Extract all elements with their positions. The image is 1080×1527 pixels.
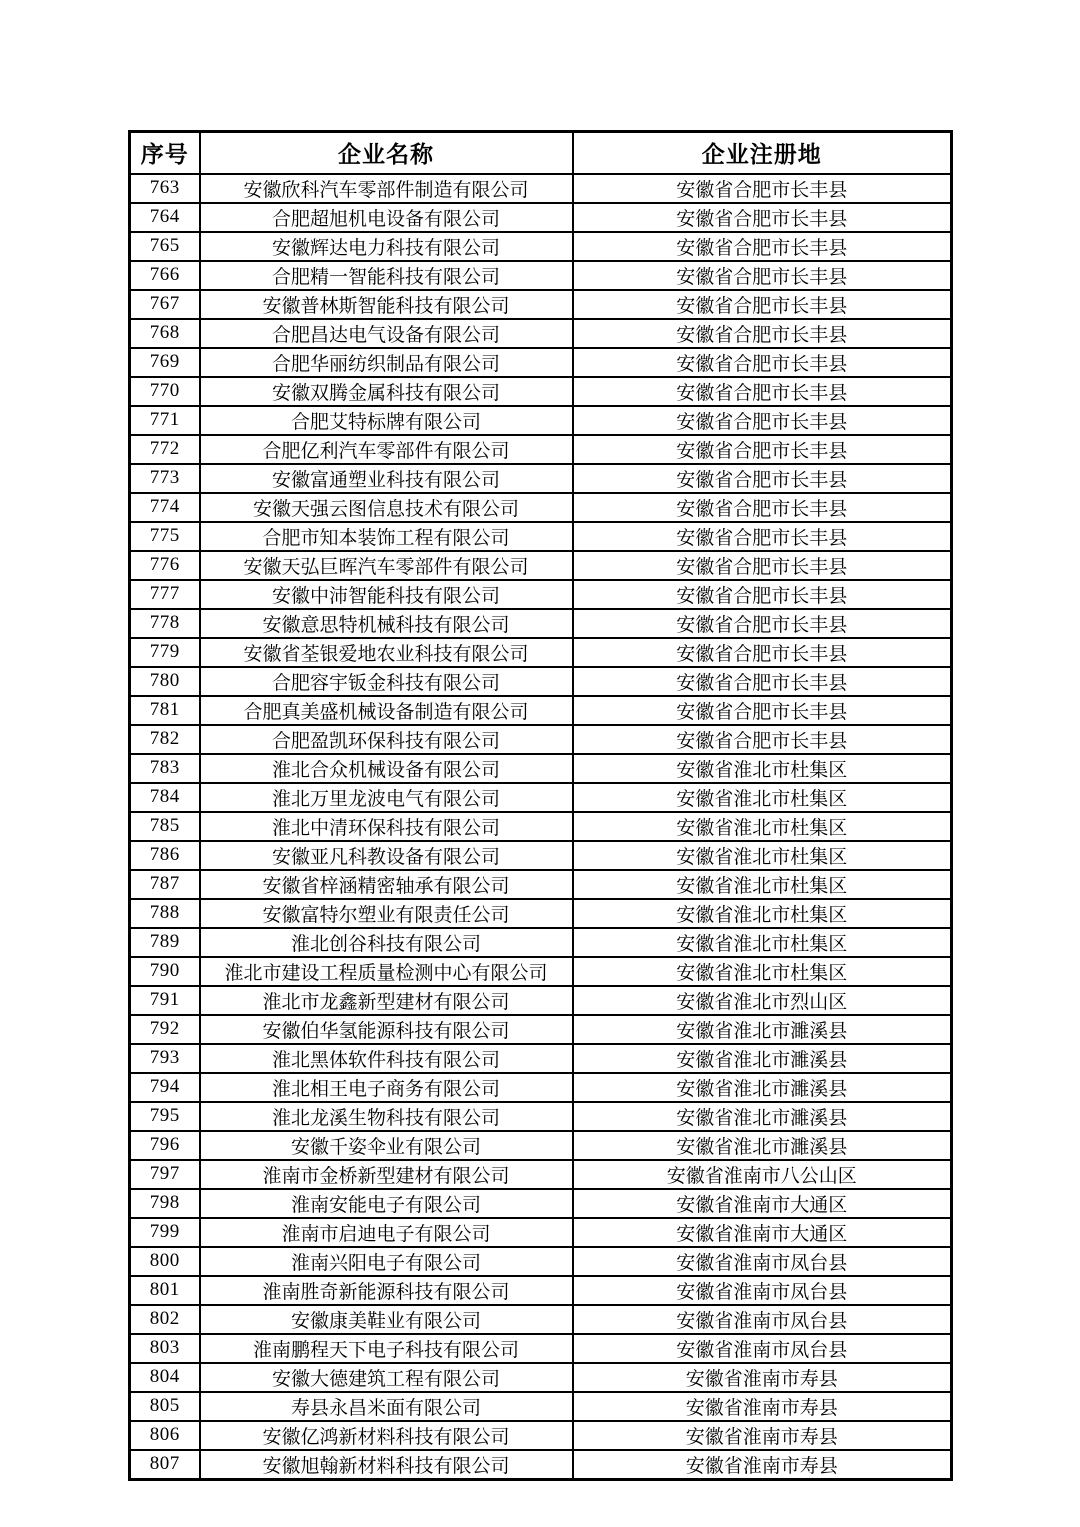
registration-place-cell: 安徽省合肥市长丰县 [573, 464, 952, 493]
table-row [130, 1450, 952, 1480]
table-row [130, 899, 952, 928]
table-row [130, 1363, 952, 1392]
company-name-cell: 安徽普林斯智能科技有限公司 [200, 290, 573, 319]
table-row [130, 319, 952, 348]
serial-number-cell: 779 [130, 638, 200, 667]
registration-place-cell: 安徽省淮北市濉溪县 [573, 1102, 952, 1131]
table-row [130, 841, 952, 870]
registration-place-cell: 安徽省淮北市杜集区 [573, 754, 952, 783]
company-name-cell: 安徽双腾金属科技有限公司 [200, 377, 573, 406]
registration-place-cell: 安徽省合肥市长丰县 [573, 493, 952, 522]
serial-number-cell: 781 [130, 696, 200, 725]
table-row [130, 1189, 952, 1218]
table-row [130, 203, 952, 232]
serial-number-cell: 805 [130, 1392, 200, 1421]
company-name-cell: 安徽伯华氢能源科技有限公司 [200, 1015, 573, 1044]
serial-number-cell: 794 [130, 1073, 200, 1102]
table-row [130, 232, 952, 261]
company-name-cell: 淮南鹏程天下电子科技有限公司 [200, 1334, 573, 1363]
serial-number-cell: 795 [130, 1102, 200, 1131]
registration-place-cell: 安徽省淮北市杜集区 [573, 812, 952, 841]
registration-place-cell: 安徽省淮南市寿县 [573, 1392, 952, 1421]
table-row [130, 754, 952, 783]
serial-number-cell: 803 [130, 1334, 200, 1363]
table-row [130, 928, 952, 957]
serial-number-cell: 765 [130, 232, 200, 261]
registration-place-cell: 安徽省合肥市长丰县 [573, 261, 952, 290]
company-name-cell: 淮北龙溪生物科技有限公司 [200, 1102, 573, 1131]
serial-number-cell: 787 [130, 870, 200, 899]
company-name-cell: 合肥华丽纺织制品有限公司 [200, 348, 573, 377]
table-row [130, 1044, 952, 1073]
registration-place-cell: 安徽省合肥市长丰县 [573, 696, 952, 725]
table-row [130, 174, 952, 203]
table-row [130, 1073, 952, 1102]
serial-number-cell: 768 [130, 319, 200, 348]
company-name-cell: 安徽富特尔塑业有限责任公司 [200, 899, 573, 928]
company-name-cell: 安徽天弘巨晖汽车零部件有限公司 [200, 551, 573, 580]
table-row [130, 522, 952, 551]
serial-number-cell: 775 [130, 522, 200, 551]
company-name-cell: 安徽亿鸿新材料科技有限公司 [200, 1421, 573, 1450]
company-name-cell: 合肥艾特标牌有限公司 [200, 406, 573, 435]
table-row [130, 609, 952, 638]
company-name-cell: 淮南安能电子有限公司 [200, 1189, 573, 1218]
serial-number-cell: 780 [130, 667, 200, 696]
company-table [128, 130, 953, 1481]
header-serial-number: 序号 [130, 132, 200, 174]
serial-number-cell: 774 [130, 493, 200, 522]
serial-number-cell: 789 [130, 928, 200, 957]
registration-place-cell: 安徽省合肥市长丰县 [573, 580, 952, 609]
registration-place-cell: 安徽省合肥市长丰县 [573, 232, 952, 261]
table-row [130, 725, 952, 754]
registration-place-cell: 安徽省合肥市长丰县 [573, 174, 952, 203]
serial-number-cell: 763 [130, 174, 200, 203]
table-row [130, 1421, 952, 1450]
registration-place-cell: 安徽省合肥市长丰县 [573, 551, 952, 580]
serial-number-cell: 792 [130, 1015, 200, 1044]
registration-place-cell: 安徽省合肥市长丰县 [573, 406, 952, 435]
registration-place-cell: 安徽省淮北市杜集区 [573, 957, 952, 986]
registration-place-cell: 安徽省合肥市长丰县 [573, 348, 952, 377]
serial-number-cell: 771 [130, 406, 200, 435]
company-name-cell: 合肥市知本装饰工程有限公司 [200, 522, 573, 551]
registration-place-cell: 安徽省合肥市长丰县 [573, 435, 952, 464]
company-name-cell: 合肥昌达电气设备有限公司 [200, 319, 573, 348]
company-name-cell: 淮南市启迪电子有限公司 [200, 1218, 573, 1247]
serial-number-cell: 801 [130, 1276, 200, 1305]
registration-place-cell: 安徽省淮北市杜集区 [573, 928, 952, 957]
serial-number-cell: 776 [130, 551, 200, 580]
table-row [130, 783, 952, 812]
table-row [130, 1247, 952, 1276]
table-row [130, 1102, 952, 1131]
serial-number-cell: 769 [130, 348, 200, 377]
company-name-cell: 安徽辉达电力科技有限公司 [200, 232, 573, 261]
company-name-cell: 安徽省荃银爱地农业科技有限公司 [200, 638, 573, 667]
company-name-cell: 淮北黑体软件科技有限公司 [200, 1044, 573, 1073]
registration-place-cell: 安徽省合肥市长丰县 [573, 609, 952, 638]
registration-place-cell: 安徽省合肥市长丰县 [573, 377, 952, 406]
company-name-cell: 淮北万里龙波电气有限公司 [200, 783, 573, 812]
registration-place-cell: 安徽省合肥市长丰县 [573, 319, 952, 348]
serial-number-cell: 777 [130, 580, 200, 609]
table-row [130, 1305, 952, 1334]
table-row [130, 435, 952, 464]
serial-number-cell: 782 [130, 725, 200, 754]
serial-number-cell: 799 [130, 1218, 200, 1247]
company-name-cell: 淮北相王电子商务有限公司 [200, 1073, 573, 1102]
header-row [130, 132, 952, 174]
table-row [130, 812, 952, 841]
header-registration-place: 企业注册地 [573, 132, 952, 174]
company-name-cell: 合肥超旭机电设备有限公司 [200, 203, 573, 232]
company-name-cell: 淮北市龙鑫新型建材有限公司 [200, 986, 573, 1015]
table-row [130, 1131, 952, 1160]
company-name-cell: 安徽千姿伞业有限公司 [200, 1131, 573, 1160]
registration-place-cell: 安徽省合肥市长丰县 [573, 667, 952, 696]
registration-place-cell: 安徽省淮南市寿县 [573, 1450, 952, 1480]
table-row [130, 464, 952, 493]
company-name-cell: 合肥容宇钣金科技有限公司 [200, 667, 573, 696]
serial-number-cell: 778 [130, 609, 200, 638]
table-header [130, 132, 952, 174]
registration-place-cell: 安徽省淮北市杜集区 [573, 783, 952, 812]
serial-number-cell: 770 [130, 377, 200, 406]
company-name-cell: 安徽省梓涵精密轴承有限公司 [200, 870, 573, 899]
registration-place-cell: 安徽省淮南市大通区 [573, 1189, 952, 1218]
table-row [130, 1334, 952, 1363]
company-name-cell: 合肥盈凯环保科技有限公司 [200, 725, 573, 754]
registration-place-cell: 安徽省淮南市凤台县 [573, 1334, 952, 1363]
serial-number-cell: 773 [130, 464, 200, 493]
company-name-cell: 安徽旭翰新材料科技有限公司 [200, 1450, 573, 1480]
registration-place-cell: 安徽省淮南市凤台县 [573, 1305, 952, 1334]
serial-number-cell: 783 [130, 754, 200, 783]
serial-number-cell: 786 [130, 841, 200, 870]
serial-number-cell: 793 [130, 1044, 200, 1073]
serial-number-cell: 797 [130, 1160, 200, 1189]
table-row [130, 290, 952, 319]
registration-place-cell: 安徽省淮南市八公山区 [573, 1160, 952, 1189]
table-row [130, 1276, 952, 1305]
table-row [130, 696, 952, 725]
registration-place-cell: 安徽省淮南市寿县 [573, 1421, 952, 1450]
table-row [130, 1015, 952, 1044]
company-name-cell: 合肥真美盛机械设备制造有限公司 [200, 696, 573, 725]
table-row [130, 1218, 952, 1247]
registration-place-cell: 安徽省淮南市凤台县 [573, 1247, 952, 1276]
registration-place-cell: 安徽省淮北市濉溪县 [573, 1131, 952, 1160]
company-name-cell: 淮北合众机械设备有限公司 [200, 754, 573, 783]
company-name-cell: 安徽中沛智能科技有限公司 [200, 580, 573, 609]
registration-place-cell: 安徽省合肥市长丰县 [573, 522, 952, 551]
registration-place-cell: 安徽省淮北市杜集区 [573, 841, 952, 870]
company-name-cell: 安徽康美鞋业有限公司 [200, 1305, 573, 1334]
table-row [130, 580, 952, 609]
company-name-cell: 安徽亚凡科教设备有限公司 [200, 841, 573, 870]
registration-place-cell: 安徽省淮南市大通区 [573, 1218, 952, 1247]
table-row [130, 493, 952, 522]
company-name-cell: 安徽大德建筑工程有限公司 [200, 1363, 573, 1392]
registration-place-cell: 安徽省淮北市濉溪县 [573, 1044, 952, 1073]
table-row [130, 406, 952, 435]
serial-number-cell: 796 [130, 1131, 200, 1160]
company-name-cell: 淮南胜奇新能源科技有限公司 [200, 1276, 573, 1305]
registration-place-cell: 安徽省淮北市杜集区 [573, 899, 952, 928]
serial-number-cell: 804 [130, 1363, 200, 1392]
company-table-body [130, 174, 952, 1480]
company-name-cell: 安徽意思特机械科技有限公司 [200, 609, 573, 638]
table-row [130, 377, 952, 406]
serial-number-cell: 807 [130, 1450, 200, 1480]
serial-number-cell: 785 [130, 812, 200, 841]
serial-number-cell: 784 [130, 783, 200, 812]
table-row [130, 986, 952, 1015]
serial-number-cell: 766 [130, 261, 200, 290]
company-name-cell: 淮北中清环保科技有限公司 [200, 812, 573, 841]
table-row [130, 1160, 952, 1189]
company-name-cell: 淮南兴阳电子有限公司 [200, 1247, 573, 1276]
registration-place-cell: 安徽省淮北市杜集区 [573, 870, 952, 899]
company-name-cell: 寿县永昌米面有限公司 [200, 1392, 573, 1421]
serial-number-cell: 802 [130, 1305, 200, 1334]
table-row [130, 348, 952, 377]
company-name-cell: 淮北创谷科技有限公司 [200, 928, 573, 957]
registration-place-cell: 安徽省淮北市烈山区 [573, 986, 952, 1015]
serial-number-cell: 806 [130, 1421, 200, 1450]
serial-number-cell: 790 [130, 957, 200, 986]
company-name-cell: 合肥精一智能科技有限公司 [200, 261, 573, 290]
serial-number-cell: 798 [130, 1189, 200, 1218]
serial-number-cell: 788 [130, 899, 200, 928]
registration-place-cell: 安徽省合肥市长丰县 [573, 725, 952, 754]
company-name-cell: 安徽富通塑业科技有限公司 [200, 464, 573, 493]
table-row [130, 667, 952, 696]
serial-number-cell: 767 [130, 290, 200, 319]
company-name-cell: 合肥亿利汽车零部件有限公司 [200, 435, 573, 464]
registration-place-cell: 安徽省合肥市长丰县 [573, 638, 952, 667]
table-row [130, 957, 952, 986]
registration-place-cell: 安徽省淮北市濉溪县 [573, 1073, 952, 1102]
table-row [130, 551, 952, 580]
company-name-cell: 安徽欣科汽车零部件制造有限公司 [200, 174, 573, 203]
registration-place-cell: 安徽省淮北市濉溪县 [573, 1015, 952, 1044]
serial-number-cell: 772 [130, 435, 200, 464]
registration-place-cell: 安徽省淮南市寿县 [573, 1363, 952, 1392]
registration-place-cell: 安徽省合肥市长丰县 [573, 290, 952, 319]
serial-number-cell: 800 [130, 1247, 200, 1276]
table-row [130, 870, 952, 899]
registration-place-cell: 安徽省合肥市长丰县 [573, 203, 952, 232]
table-row [130, 638, 952, 667]
company-name-cell: 淮北市建设工程质量检测中心有限公司 [200, 957, 573, 986]
table-row [130, 1392, 952, 1421]
registration-place-cell: 安徽省淮南市凤台县 [573, 1276, 952, 1305]
header-company-name: 企业名称 [200, 132, 573, 174]
table-row [130, 261, 952, 290]
serial-number-cell: 791 [130, 986, 200, 1015]
company-name-cell: 淮南市金桥新型建材有限公司 [200, 1160, 573, 1189]
serial-number-cell: 764 [130, 203, 200, 232]
company-name-cell: 安徽天强云图信息技术有限公司 [200, 493, 573, 522]
